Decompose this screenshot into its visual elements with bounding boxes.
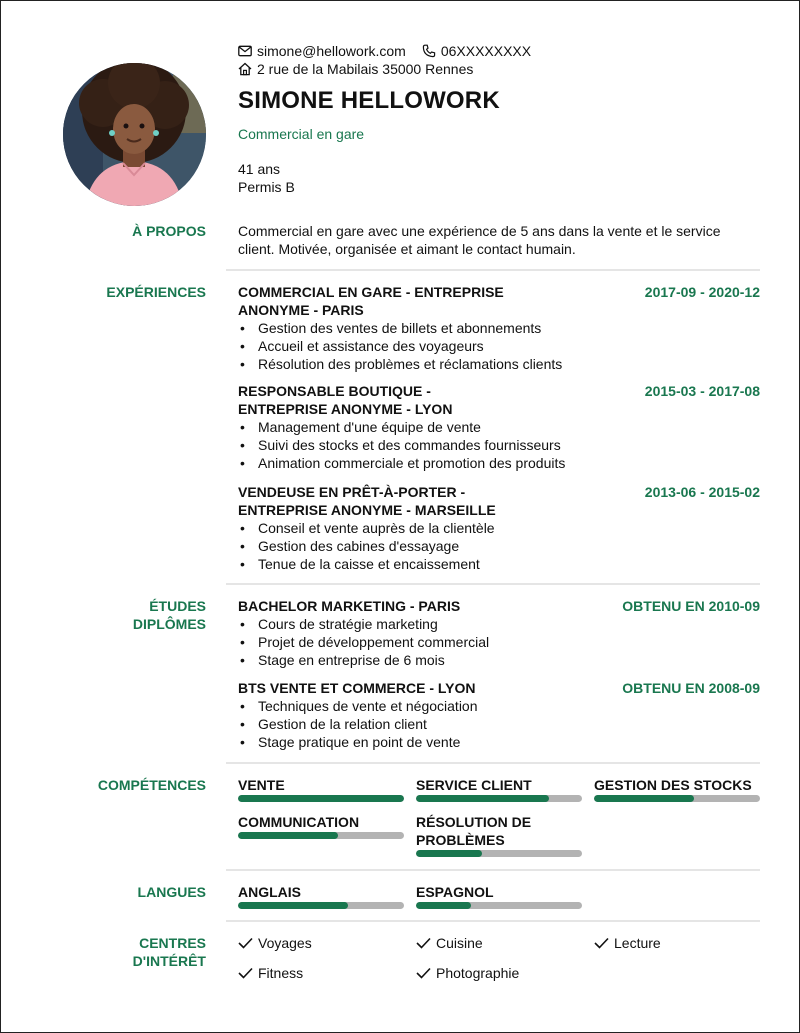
skill-bar-fill xyxy=(416,850,482,857)
skill-item xyxy=(416,813,582,857)
skill-name xyxy=(416,813,582,849)
experience-entry xyxy=(238,382,760,472)
skill-name: VENTE xyxy=(238,777,285,793)
bullet-list xyxy=(238,418,760,472)
bullet-item: • Gestion des ventes de billets et abonnements xyxy=(258,319,760,337)
avatar xyxy=(63,63,206,206)
envelope-icon xyxy=(238,44,252,58)
bullet-item: • Techniques de vente et négociation xyxy=(258,697,760,715)
bullet-list xyxy=(238,615,760,669)
skill-item xyxy=(594,776,760,802)
section-label-about: À PROPOS xyxy=(132,223,206,239)
section-label-languages: LANGUES xyxy=(137,884,206,900)
education-entry xyxy=(238,597,760,669)
email-text[interactable]: simone@hellowork.com xyxy=(257,43,406,59)
section-label-interests xyxy=(61,934,206,970)
entry-title: BTS VENTE ET COMMERCE - LYON xyxy=(238,680,476,696)
education-entry xyxy=(238,679,760,751)
language-name: ANGLAIS xyxy=(238,884,301,900)
check-icon xyxy=(238,967,253,979)
divider xyxy=(226,583,760,585)
entry-title-line: ENTREPRISE ANONYME - MARSEILLE xyxy=(238,502,496,518)
skill-bar xyxy=(238,795,404,802)
entry-title-line: VENDEUSE EN PRÊT-À-PORTER - xyxy=(238,484,466,500)
bullet-item: • Management d'une équipe de vente xyxy=(258,418,760,436)
skill-bar xyxy=(416,850,582,857)
bullet-item: • Résolution des problèmes et réclamations clients xyxy=(258,355,760,373)
skill-item xyxy=(238,813,404,839)
contact-block xyxy=(238,42,531,78)
entry-title-line: RESPONSABLE BOUTIQUE - xyxy=(238,383,431,399)
skill-name: COMMUNICATION xyxy=(238,814,360,830)
entry-title-line: ANONYME - PARIS xyxy=(238,302,364,318)
entry-title xyxy=(238,382,538,418)
entry-title xyxy=(238,283,538,319)
driving-license: Permis B xyxy=(238,179,295,195)
interest-item xyxy=(416,964,519,982)
about-line: Commercial en gare avec une expérience de 5 ans dans la vente et le service xyxy=(238,223,721,239)
age: 41 ans xyxy=(238,161,281,177)
interest-label: Voyages xyxy=(258,935,312,951)
language-bar xyxy=(238,902,404,909)
section-label-education xyxy=(61,597,206,633)
skill-name: GESTION DES STOCKS xyxy=(594,777,752,793)
entry-date: 2017-09 - 2020-12 xyxy=(644,284,760,300)
skill-name: SERVICE CLIENT xyxy=(416,777,532,793)
divider xyxy=(226,762,760,764)
section-label-experience: EXPÉRIENCES xyxy=(106,284,206,300)
interest-item xyxy=(238,964,303,982)
experience-entry xyxy=(238,483,760,573)
skill-bar xyxy=(416,795,582,802)
skill-bar-fill xyxy=(416,795,549,802)
skill-bar-fill xyxy=(238,795,404,802)
check-icon xyxy=(416,967,431,979)
bullet-list xyxy=(238,319,760,373)
check-icon xyxy=(416,937,431,949)
bullet-item: • Stage pratique en point de vente xyxy=(258,733,760,751)
divider xyxy=(226,269,760,271)
divider xyxy=(226,920,760,922)
bullet-item: • Tenue de la caisse et encaissement xyxy=(258,555,760,573)
section-label-line: CENTRES xyxy=(139,935,206,951)
skill-name-line: PROBLÈMES xyxy=(416,832,505,848)
interest-label: Lecture xyxy=(614,935,661,951)
interest-label: Cuisine xyxy=(436,935,483,951)
skill-item xyxy=(238,776,404,802)
language-item xyxy=(416,883,582,909)
language-bar-fill xyxy=(416,902,471,909)
check-icon xyxy=(594,937,609,949)
bullet-item: • Gestion de la relation client xyxy=(258,715,760,733)
profile-photo xyxy=(63,63,206,206)
personal-info xyxy=(238,160,295,196)
phone-icon xyxy=(422,44,436,58)
entry-title-line: COMMERCIAL EN GARE - ENTREPRISE xyxy=(238,284,504,300)
entry-title-line: ENTREPRISE ANONYME - LYON xyxy=(238,401,453,417)
interest-label: Fitness xyxy=(258,965,304,981)
bullet-item: • Accueil et assistance des voyageurs xyxy=(258,337,760,355)
section-label-line: ÉTUDES xyxy=(149,598,206,614)
skill-bar xyxy=(238,832,404,839)
entry-date: 2013-06 - 2015-02 xyxy=(644,484,760,500)
section-label-line: D'INTÉRÊT xyxy=(132,953,206,969)
candidate-name: SIMONE HELLOWORK xyxy=(238,87,500,114)
language-item xyxy=(238,883,404,909)
language-bar-fill xyxy=(238,902,348,909)
skill-name-line: RÉSOLUTION DE xyxy=(416,814,532,830)
entry-date: OBTENU EN 2010-09 xyxy=(622,598,760,614)
address-text: 2 rue de la Mabilais 35000 Rennes xyxy=(257,61,474,77)
interest-label: Photographie xyxy=(436,965,520,981)
skill-bar-fill xyxy=(238,832,338,839)
job-title: Commercial en gare xyxy=(238,126,365,142)
section-label-skills: COMPÉTENCES xyxy=(97,777,206,793)
language-name: ESPAGNOL xyxy=(416,884,494,900)
interest-item xyxy=(594,934,661,952)
interest-item xyxy=(416,934,483,952)
check-icon xyxy=(238,937,253,949)
skill-bar xyxy=(594,795,760,802)
bullet-item: • Cours de stratégie marketing xyxy=(258,615,760,633)
skill-item xyxy=(416,776,582,802)
experience-entry xyxy=(238,283,760,373)
bullet-list xyxy=(238,697,760,751)
bullet-item: • Conseil et vente auprès de la clientèle xyxy=(258,519,760,537)
bullet-list xyxy=(238,519,760,573)
bullet-item: • Gestion des cabines d'essayage xyxy=(258,537,760,555)
entry-title: BACHELOR MARKETING - PARIS xyxy=(238,598,461,614)
bullet-item: • Stage en entreprise de 6 mois xyxy=(258,651,760,669)
bullet-item: • Suivi des stocks et des commandes fournisseurs xyxy=(258,436,760,454)
skill-bar-fill xyxy=(594,795,694,802)
phone-text[interactable]: 06XXXXXXXX xyxy=(440,43,532,59)
interest-item xyxy=(238,934,312,952)
bullet-item: • Projet de développement commercial xyxy=(258,633,760,651)
home-icon xyxy=(238,62,252,76)
about-line: client. Motivée, organisée et aimant le contact humain. xyxy=(238,241,576,257)
bullet-item: • Animation commerciale et promotion des produits xyxy=(258,454,760,472)
section-label-line: DIPLÔMES xyxy=(132,616,206,632)
divider xyxy=(226,869,760,871)
entry-title xyxy=(238,483,538,519)
entry-date: OBTENU EN 2008-09 xyxy=(622,680,760,696)
entry-date: 2015-03 - 2017-08 xyxy=(644,383,760,399)
about-text xyxy=(238,222,760,258)
language-bar xyxy=(416,902,582,909)
